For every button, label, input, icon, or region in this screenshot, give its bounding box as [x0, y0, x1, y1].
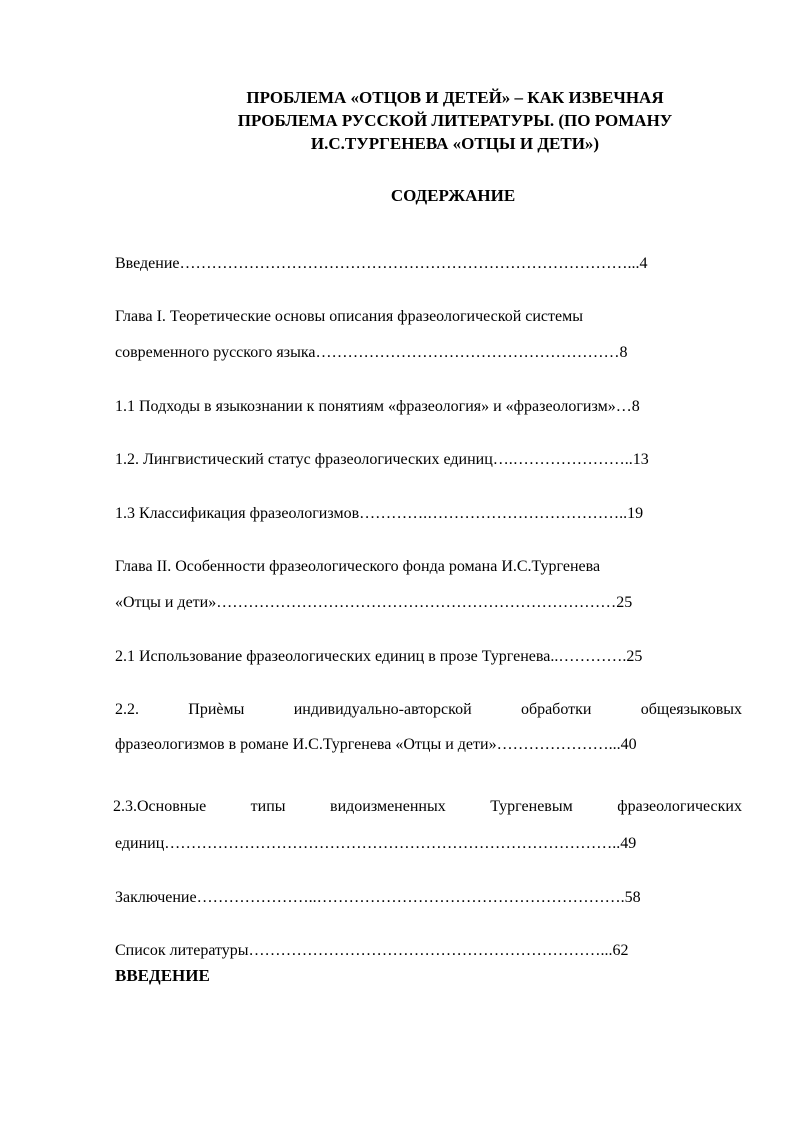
toc-word: фразеологических [617, 798, 742, 815]
title-line-3: И.С.ТУРГЕНЕВА «ОТЦЫ И ДЕТИ») [310, 134, 600, 153]
toc-entry-section-1-2: 1.2. Лингвистический статус фразеологических единиц….…………………..13 [115, 451, 649, 468]
toc-word: обработки [520, 701, 592, 718]
toc-entry-section-2-3-line-1 [113, 798, 742, 816]
toc-word: общеязыковых [640, 701, 742, 718]
toc-word: индивидуально-авторской [293, 701, 472, 718]
toc-entry-intro: Введение…………………………………………………………………………...4 [115, 255, 648, 272]
toc-word: 2.2. [115, 701, 139, 718]
title-line-2: ПРОБЛЕМА РУССКОЙ ЛИТЕРАТУРЫ. (ПО РОМАНУ [237, 111, 673, 130]
section-heading-introduction: ВВЕДЕНИЕ [115, 966, 210, 985]
document-title [160, 86, 750, 155]
toc-word: типы [250, 798, 286, 815]
toc-entry-references: Список литературы…………………………………………………………...62 [115, 942, 629, 959]
toc-entry-chapter-1-line-2: современного русского языка…………………………………………………8 [115, 344, 628, 361]
toc-entry-section-2-3-line-2: единиц…………………………………………………………………………..49 [115, 835, 637, 852]
title-line-1: ПРОБЛЕМА «ОТЦОВ И ДЕТЕЙ» – КАК ИЗВЕЧНАЯ [246, 88, 664, 107]
toc-word: видоизмененных [330, 798, 446, 815]
toc-entry-chapter-2-line-2: «Отцы и дети»…………………………………………………………………25 [115, 594, 633, 611]
toc-entry-conclusion: Заключение…………………..………………………………………………….58 [115, 889, 641, 906]
toc-entry-section-1-1: 1.1 Подходы в языкознании к понятиям «фразеология» и «фразеологизм»…8 [115, 398, 640, 415]
toc-entry-section-2-2-line-2: фразеологизмов в романе И.С.Тургенева «Отцы и дети»…………………...40 [115, 736, 637, 753]
toc-entry-section-2-2-line-1 [115, 701, 742, 719]
toc-word: Приѐмы [188, 701, 245, 718]
toc-entry-section-1-3: 1.3 Классификация фразеологизмов………….………………………………..19 [115, 505, 644, 522]
toc-word: 2.3.Основные [113, 798, 207, 815]
contents-heading: СОДЕРЖАНИЕ [390, 186, 516, 205]
toc-entry-chapter-2-line-1: Глава II. Особенности фразеологического фонда романа И.С.Тургенева [115, 558, 601, 575]
toc-entry-chapter-1-line-1: Глава I. Теоретические основы описания фразеологической системы [115, 308, 583, 325]
toc-entry-section-2-1: 2.1 Использование фразеологических единиц в прозе Тургенева..………….25 [115, 648, 643, 665]
toc-word: Тургеневым [490, 798, 573, 815]
